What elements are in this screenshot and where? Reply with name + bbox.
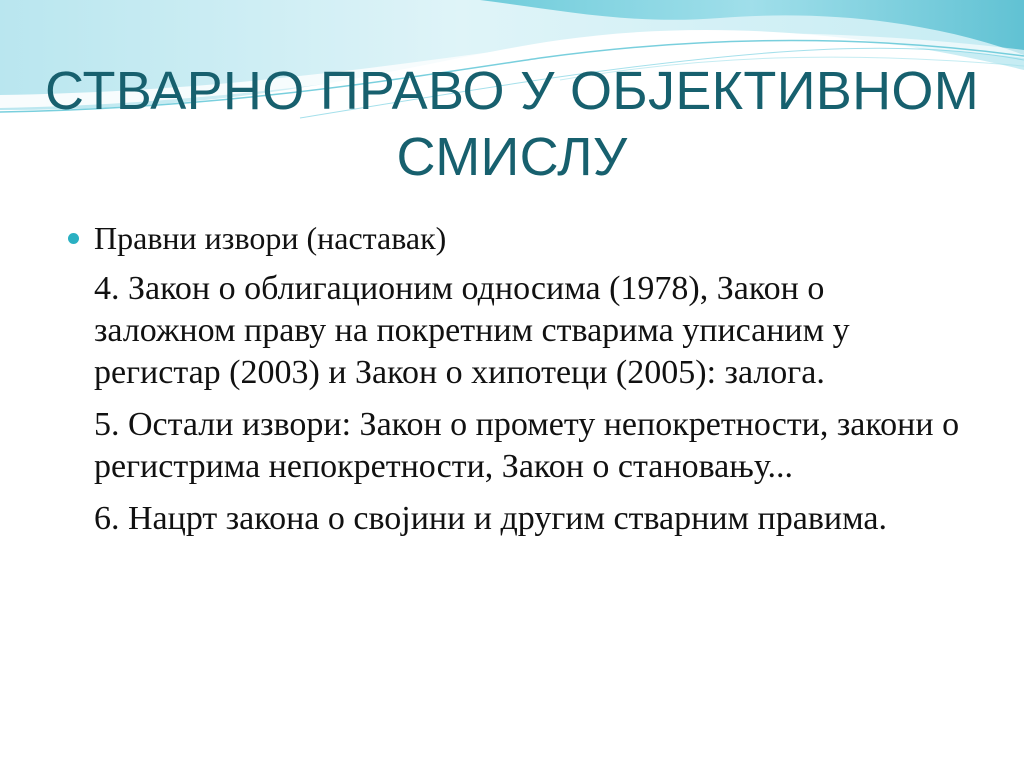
paragraph-6: 6. Нацрт закона о својини и другим стварним правима. bbox=[94, 500, 887, 537]
slide-content bbox=[64, 218, 964, 550]
bullet-text: Правни извори (наставак) bbox=[94, 220, 447, 256]
bullet-dot-icon bbox=[68, 233, 79, 244]
slide-title: СТВАРНО ПРАВО У ОБЈЕКТИВНОМ СМИСЛУ bbox=[44, 61, 980, 187]
paragraph-5: 5. Остали извори: Закон о промету непокретности, закони о регистрима непокретности, Закон о становању... bbox=[94, 406, 960, 485]
bullet-item bbox=[64, 218, 964, 258]
paragraph-4: 4. Закон о облигационим односима (1978), Закон о заложном праву на покретним стварима уписаним у регистар (2003) и Закон о хипотеци (2005): залога. bbox=[94, 270, 850, 391]
